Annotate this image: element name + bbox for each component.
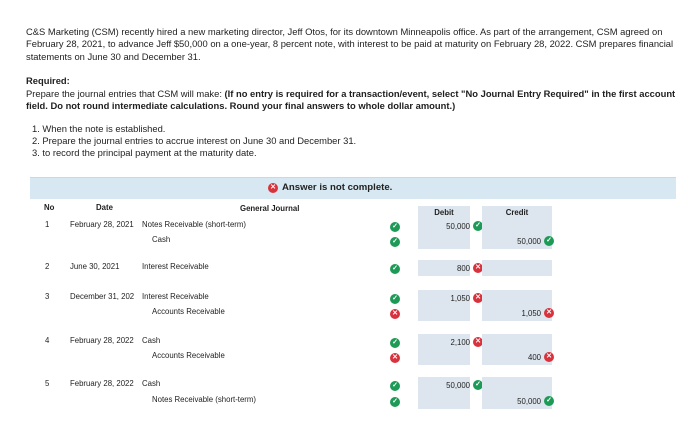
debit-amount: 50,000 (446, 221, 470, 231)
credit-cell[interactable] (482, 218, 552, 234)
problem-intro: C&S Marketing (CSM) recently hired a new marketing director, Jeff Otos, for its downtown Minneapolis office. As part of the arrangement, CSM agreed on February 28, 2021, to advance Jeff $50,000 on a one-year, 8 percent note, with interest to be paid at maturity on February 28, 2022. CSM prepares financial statements on June 30 and December 31. (26, 26, 674, 62)
required-text (26, 88, 676, 113)
correct-icon: ✓ (390, 397, 400, 407)
account-name: Interest Receivable (142, 292, 209, 301)
problem-statement (26, 26, 676, 159)
task-list (26, 123, 676, 158)
account-name: Accounts Receivable (152, 351, 225, 360)
correct-icon: ✓ (390, 237, 400, 247)
task-item-2: 2. Prepare the journal entries to accrue interest on June 30 and December 31. (32, 135, 357, 147)
debit-cell[interactable] (418, 290, 481, 306)
correct-icon: ✓ (473, 380, 483, 390)
entry-number: 1 (45, 220, 50, 229)
debit-cell[interactable] (418, 377, 481, 393)
incorrect-icon: ✕ (390, 309, 400, 319)
debit-cell[interactable] (418, 260, 481, 276)
credit-amount: 400 (527, 352, 541, 362)
entry-date: February 28, 2022 (70, 379, 134, 388)
row-status (390, 293, 400, 304)
answer-status (268, 182, 392, 193)
row-status (390, 380, 400, 391)
row-status (390, 221, 400, 232)
entry-number: 4 (45, 336, 50, 345)
account-name: Notes Receivable (short-term) (142, 220, 246, 229)
credit-cell[interactable] (482, 349, 552, 365)
correct-icon: ✓ (390, 264, 400, 274)
incorrect-icon: ✕ (473, 293, 483, 303)
debit-cell[interactable] (418, 305, 470, 321)
correct-icon: ✓ (473, 221, 483, 231)
entry-date: February 28, 2021 (70, 220, 134, 229)
row-status (390, 263, 400, 274)
incorrect-icon: ✕ (268, 183, 278, 193)
debit-cell[interactable] (418, 393, 470, 409)
header-general-journal: General Journal (240, 204, 300, 213)
task-item-1: 1. When the note is established. (32, 123, 166, 135)
entry-number: 3 (45, 292, 50, 301)
debit-cell[interactable] (418, 218, 481, 234)
correct-icon: ✓ (544, 236, 554, 246)
incorrect-icon: ✕ (544, 308, 554, 318)
credit-cell[interactable] (482, 260, 552, 276)
credit-cell[interactable] (482, 334, 552, 350)
entry-date: June 30, 2021 (70, 262, 120, 271)
credit-amount: 50,000 (517, 236, 541, 246)
debit-amount: 50,000 (446, 380, 470, 390)
required-text-plain: Prepare the journal entries that CSM will make: (26, 87, 225, 99)
header-debit: Debit (434, 208, 454, 217)
credit-cell[interactable] (482, 233, 552, 249)
row-status (390, 352, 400, 363)
journal-table (30, 199, 676, 417)
credit-amount: 50,000 (517, 396, 541, 406)
credit-cell[interactable] (482, 377, 552, 393)
debit-cell[interactable] (418, 334, 481, 350)
header-no: No (44, 203, 55, 212)
row-status (390, 308, 400, 319)
debit-cell[interactable] (418, 349, 470, 365)
credit-cell[interactable] (482, 393, 552, 409)
entry-date: February 28, 2022 (70, 336, 134, 345)
debit-amount: 2,100 (450, 337, 470, 347)
required-title: Required: (26, 75, 70, 87)
row-status (390, 396, 400, 407)
correct-icon: ✓ (544, 396, 554, 406)
account-name: Interest Receivable (142, 262, 209, 271)
correct-icon: ✓ (390, 338, 400, 348)
row-status (390, 337, 400, 348)
credit-amount: 1,050 (521, 308, 541, 318)
task-item-3: 3. to record the principal payment at the maturity date. (32, 147, 257, 159)
credit-cell[interactable] (482, 305, 552, 321)
debit-amount: 1,050 (450, 293, 470, 303)
row-status (390, 236, 400, 247)
account-name: Cash (142, 336, 161, 345)
debit-amount: 800 (456, 263, 470, 273)
incorrect-icon: ✕ (473, 337, 483, 347)
header-date: Date (96, 203, 113, 212)
incorrect-icon: ✕ (544, 352, 554, 362)
account-name: Cash (142, 379, 161, 388)
credit-cell[interactable] (482, 290, 552, 306)
required-text-bold: (If no entry is required for a transaction/event, select "No Journal Entry Required" in the first account field. Do not round intermediate calculations. Round your final answers to whole dollar amount.) (26, 87, 676, 112)
entry-number: 5 (45, 379, 50, 388)
header-credit: Credit (505, 208, 529, 217)
correct-icon: ✓ (390, 222, 400, 232)
account-name: Notes Receivable (short-term) (152, 395, 256, 404)
entry-number: 2 (45, 262, 50, 271)
answer-banner (30, 177, 676, 200)
account-name: Accounts Receivable (152, 307, 225, 316)
answer-status-text: Answer is not complete. (282, 182, 393, 193)
incorrect-icon: ✕ (473, 263, 483, 273)
correct-icon: ✓ (390, 294, 400, 304)
account-name: Cash (152, 235, 171, 244)
entry-date: December 31, 202 (70, 292, 135, 301)
incorrect-icon: ✕ (390, 353, 400, 363)
debit-cell[interactable] (418, 233, 470, 249)
correct-icon: ✓ (390, 381, 400, 391)
